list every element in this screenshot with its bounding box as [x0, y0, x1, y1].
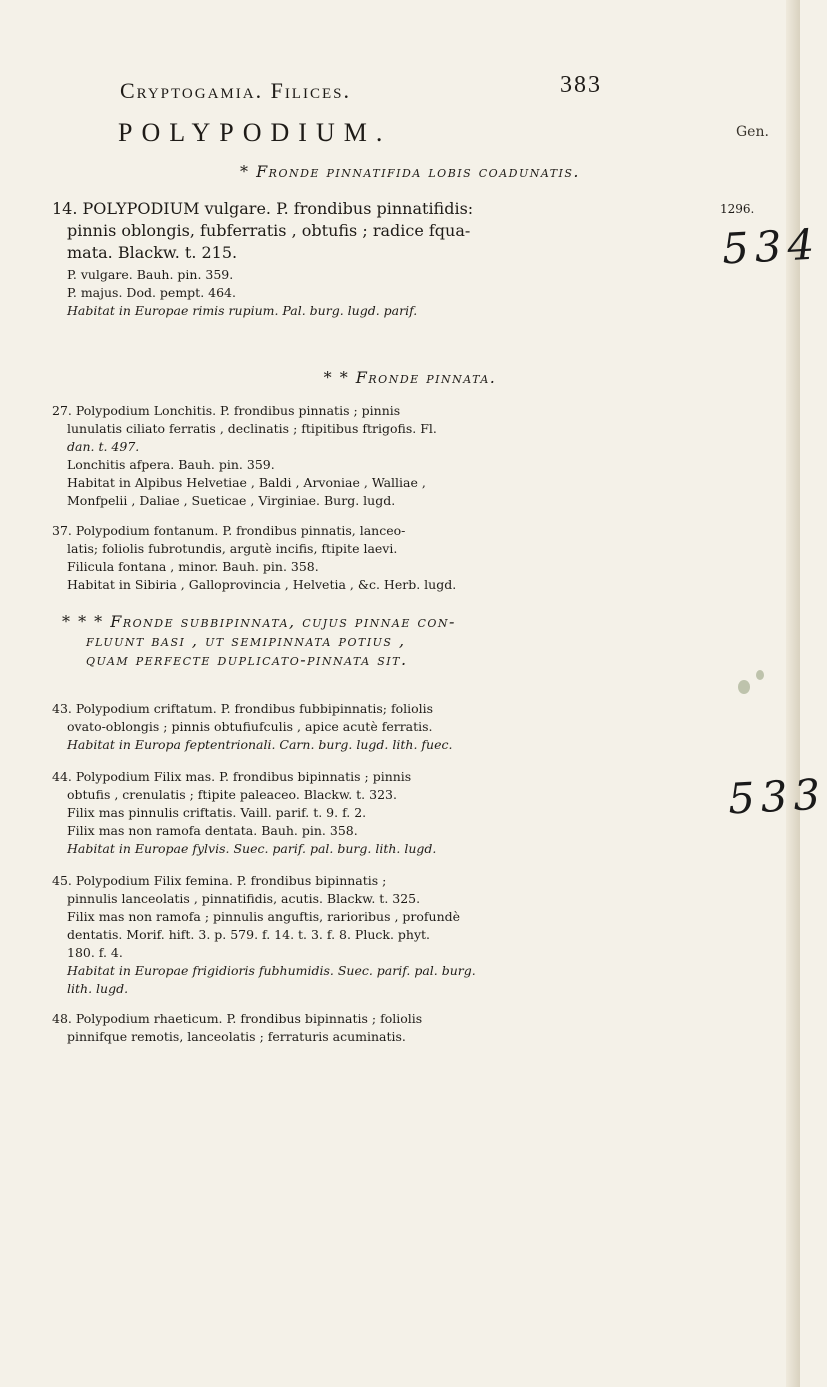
entry-line: lunulatis ciliato ferratis , declinatis ; ftipitibus ftrigofis. Fl.: [67, 421, 437, 436]
entry-48: [52, 1010, 738, 1046]
entry-line: 27. Polypodium Lonchitis. P. frondibus pinnatis ; pinnis: [52, 403, 401, 418]
habitat-line: Monfpelii , Daliae , Sueticae , Virginiae. Burg. lugd.: [67, 493, 396, 508]
habitat-line: Habitat in Sibiria , Galloprovincia , Helvetia , &c. Herb. lugd.: [67, 577, 457, 592]
entry-line: 48. Polypodium rhaeticum. P. frondibus bipinnatis ; foliolis: [52, 1011, 423, 1026]
entry-line: ovato-oblongis ; pinnis obtufiufculis , apice acutè ferratis.: [67, 719, 433, 734]
synonym-line: Lonchitis afpera. Bauh. pin. 359.: [67, 457, 275, 472]
entry-43: [52, 700, 738, 754]
synonym-line: Filix mas non ramofa ; pinnulis anguftis, rarioribus , profundè: [67, 909, 461, 924]
synonym-line: Filicula fontana , minor. Bauh. pin. 358.: [67, 559, 319, 574]
heading-line: fluunt basi , ut semipinnata potius ,: [86, 631, 406, 650]
entry-line: 37. Polypodium fontanum. P. frondibus pinnatis, lanceo-: [52, 523, 406, 538]
entry-45: [52, 872, 738, 998]
heading-line: * * * Fronde subbipinnata, cujus pinnae con-: [62, 612, 456, 631]
entry-line: pinnis oblongis, fubferratis , obtufis ; radice fqua-: [67, 221, 471, 240]
habitat-line: lith. lugd.: [67, 981, 129, 996]
entry-37: [52, 522, 738, 594]
running-head-title: Cryptogamia. Filices.: [120, 78, 351, 103]
entry-line: 14. POLYPODIUM vulgare. P. frondibus pinnatifidis:: [52, 199, 474, 218]
page-edge: [786, 0, 800, 1387]
entry-14-synonyms: [52, 266, 738, 320]
entry-44: [52, 768, 738, 858]
entry-line: latis; foliolis fubrotundis, argutè incifis, ftipite laevi.: [67, 541, 398, 556]
synonym-line: P. majus. Dod. pempt. 464.: [67, 285, 236, 300]
entry-line: pinnifque remotis, lanceolatis ; ferraturis acuminatis.: [67, 1029, 406, 1044]
page-number: 383: [560, 72, 602, 98]
entry-line: mata. Blackw. t. 215.: [67, 243, 238, 262]
entry-line: pinnulis lanceolatis , pinnatifidis, acutis. Blackw. t. 325.: [67, 891, 421, 906]
entry-line: obtufis , crenulatis ; ftipite paleaceo. Blackw. t. 323.: [67, 787, 397, 802]
genus-title: POLYPODIUM.: [118, 118, 392, 147]
synonym-line: Filix mas pinnulis criftatis. Vaill. parif. t. 9. f. 2.: [67, 805, 367, 820]
handwritten-note: 533: [726, 769, 827, 824]
ink-stain: [756, 670, 764, 680]
margin-gen-label: Gen.: [736, 124, 769, 140]
entry-line: 44. Polypodium Filix mas. P. frondibus bipinnatis ; pinnis: [52, 769, 412, 784]
entry-line: 45. Polypodium Filix femina. P. frondibus bipinnatis ;: [52, 873, 387, 888]
section-heading-1: * Fronde pinnatifida lobis coadunatis.: [239, 162, 580, 181]
section-heading-3: [62, 612, 722, 669]
section-heading-2: * * Fronde pinnata.: [323, 368, 497, 387]
synonym-line: dentatis. Morif. hift. 3. p. 579. f. 14. t. 3. f. 8. Pluck. phyt.: [67, 927, 431, 942]
synonym-line: Filix mas non ramofa dentata. Bauh. pin. 358.: [67, 823, 358, 838]
running-head: [120, 72, 680, 104]
margin-gen-number: 1296.: [720, 202, 755, 216]
heading-line: quam perfecte duplicato-pinnata sit.: [86, 650, 408, 669]
entry-27: [52, 402, 738, 510]
habitat-line: Habitat in Europae rimis rupium. Pal. burg. lugd. parif.: [67, 303, 418, 318]
entry-14: [52, 198, 738, 264]
habitat-line: Habitat in Europae fylvis. Suec. parif. pal. burg. lith. lugd.: [67, 841, 437, 856]
habitat-line: Habitat in Alpibus Helvetiae , Baldi , Arvoniae , Walliae ,: [67, 475, 426, 490]
synonym-line: 180. f. 4.: [67, 945, 123, 960]
ink-stain: [738, 680, 750, 694]
entry-line: dan. t. 497.: [67, 439, 140, 454]
handwritten-note: 534: [720, 219, 822, 274]
synonym-line: P. vulgare. Bauh. pin. 359.: [67, 267, 234, 282]
entry-line: 43. Polypodium criftatum. P. frondibus fubbipinnatis; foliolis: [52, 701, 434, 716]
habitat-line: Habitat in Europa feptentrionali. Carn. burg. lugd. lith. fuec.: [67, 737, 453, 752]
habitat-line: Habitat in Europae frigidioris fubhumidis. Suec. parif. pal. burg.: [67, 963, 476, 978]
